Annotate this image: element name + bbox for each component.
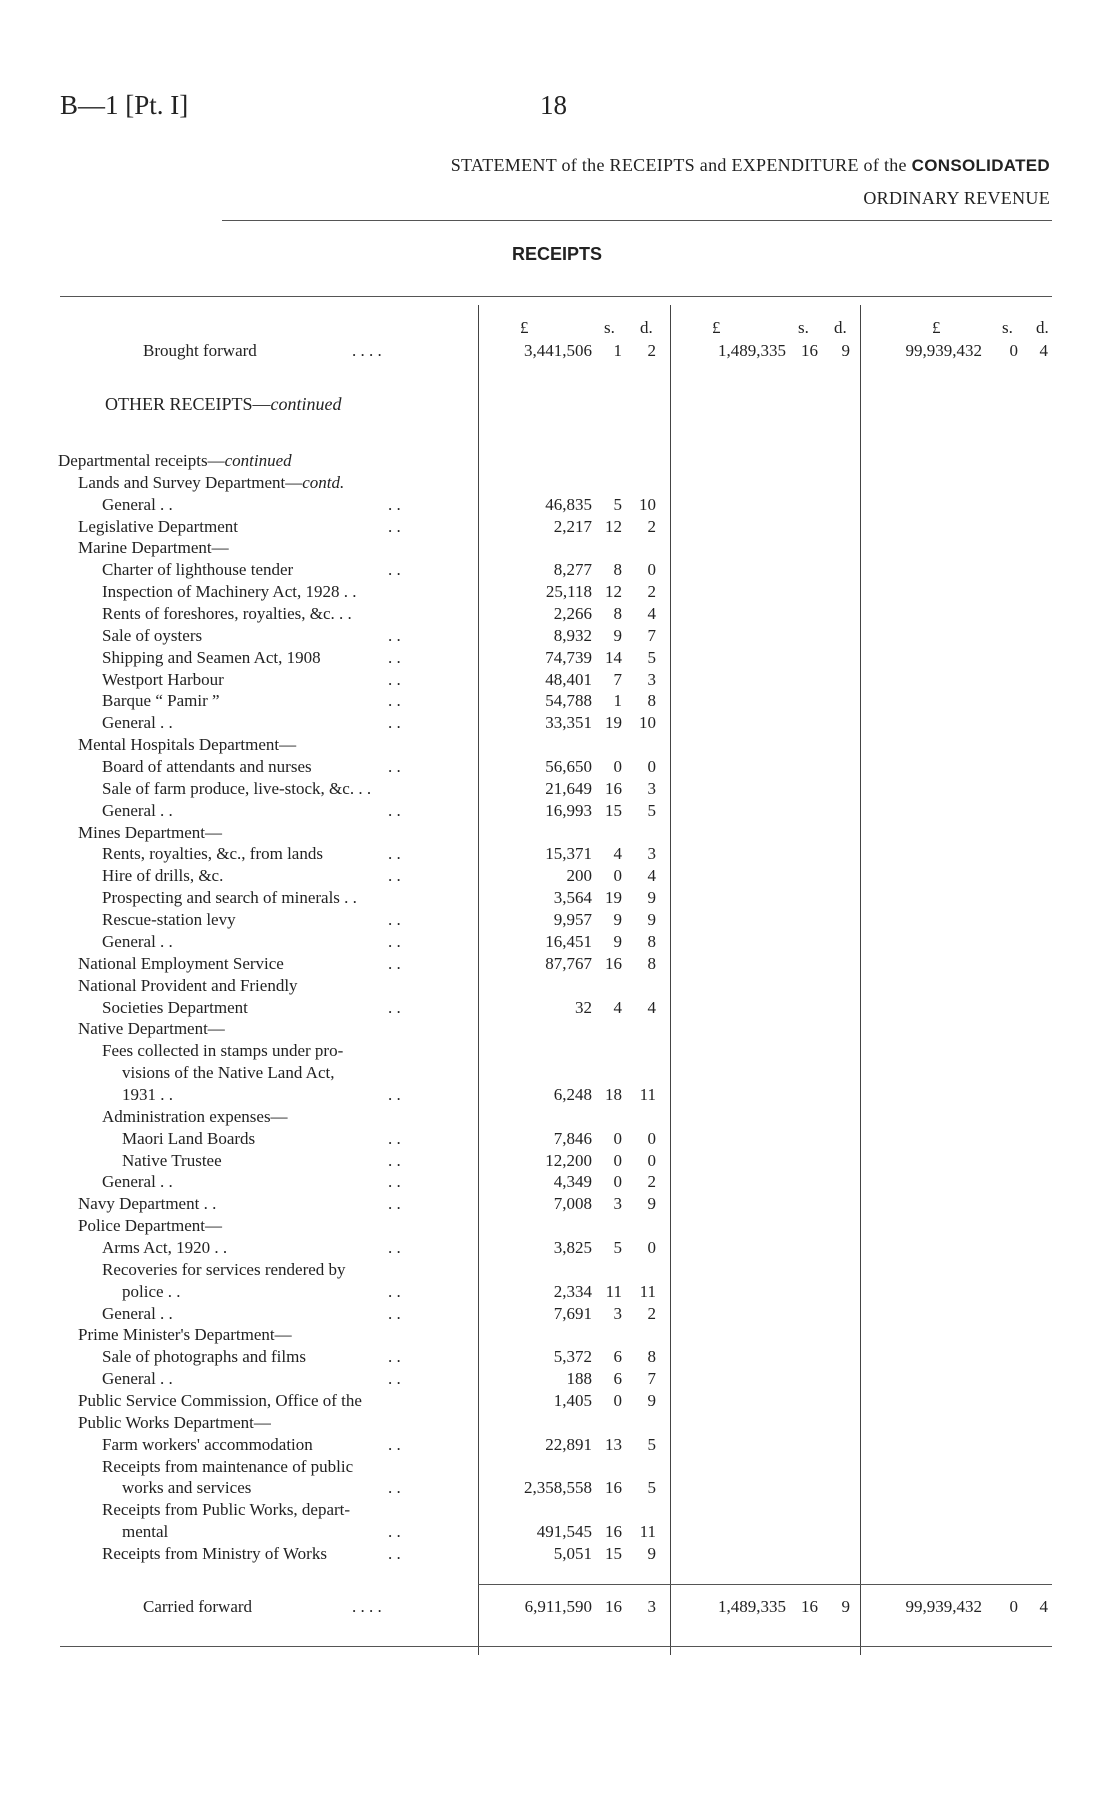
- carried-forward-shillings-1: 16: [605, 1597, 622, 1616]
- dot-leader: . .: [388, 1478, 401, 1498]
- amount-shillings: 3: [613, 1194, 622, 1214]
- dot-leader: . .: [388, 1172, 401, 1192]
- amount-shillings: 16: [605, 953, 622, 973]
- amount-pence: 0: [647, 1237, 656, 1257]
- statement-title: [230, 155, 1050, 176]
- amount-pence: 0: [647, 757, 656, 777]
- amount-pounds: 2,266: [553, 604, 592, 624]
- table-row: [0, 712, 1114, 734]
- row-label: Native Department—: [78, 1019, 225, 1039]
- table-row: [0, 1412, 1114, 1434]
- table-row: [0, 734, 1114, 756]
- amount-pence: 9: [647, 1544, 656, 1563]
- amount-pounds: 2,217: [553, 516, 592, 536]
- dot-leader: . . . .: [352, 341, 382, 360]
- table-row: [0, 1193, 1114, 1215]
- shilling-header-2: s.: [798, 318, 809, 337]
- other-receipts-main: OTHER RECEIPTS—: [105, 394, 271, 414]
- dot-leader: . .: [388, 1522, 401, 1542]
- amount-pounds: 1,405: [553, 1390, 592, 1410]
- dot-leader: . .: [388, 1434, 401, 1454]
- row-label-group: [78, 472, 344, 494]
- row-label: General . .: [102, 1303, 173, 1323]
- amount-shillings: 6: [613, 1347, 622, 1367]
- amount-pounds: 8,277: [553, 560, 592, 580]
- row-label: Board of attendants and nurses: [102, 757, 312, 777]
- table-row: [0, 1346, 1114, 1368]
- table-bottom-rule: [60, 1646, 1052, 1647]
- brought-forward-shillings-3: 0: [1009, 341, 1018, 360]
- carried-forward-shillings-3: 0: [1009, 1597, 1018, 1616]
- carried-forward-pence-2: 9: [841, 1597, 850, 1616]
- amount-pence: 8: [647, 953, 656, 973]
- amount-shillings: 1: [613, 691, 622, 711]
- amount-shillings: 9: [613, 625, 622, 645]
- table-row: [0, 931, 1114, 953]
- amount-pounds: 15,371: [545, 844, 592, 864]
- row-label: works and services: [122, 1478, 252, 1498]
- carried-forward-pounds-1: 6,911,590: [524, 1597, 592, 1616]
- row-label: Sale of farm produce, live-stock, &c. . .: [102, 778, 372, 798]
- carried-forward-rule: [478, 1584, 1052, 1585]
- table-row: [0, 1434, 1114, 1456]
- table-row: [0, 1499, 1114, 1521]
- row-label: Receipts from Ministry of Works: [102, 1544, 327, 1563]
- amount-pounds: 4,349: [553, 1172, 592, 1192]
- row-label: Farm workers' accommodation: [102, 1434, 313, 1454]
- dot-leader: . .: [388, 953, 401, 973]
- amount-pounds: 8,932: [553, 625, 592, 645]
- amount-pounds: 5,051: [553, 1544, 592, 1563]
- dot-leader: . .: [388, 669, 401, 689]
- row-label: Public Service Commission, Office of the: [78, 1390, 362, 1410]
- amount-pounds: 7,008: [553, 1194, 592, 1214]
- row-label-italic: continued: [224, 451, 292, 470]
- table-row: [0, 1368, 1114, 1390]
- amount-shillings: 0: [613, 757, 622, 777]
- amount-shillings: 16: [605, 1522, 622, 1542]
- table-row: [0, 669, 1114, 691]
- title-divider: [222, 220, 1052, 221]
- amount-pence: 0: [647, 560, 656, 580]
- other-receipts-italic: continued: [270, 394, 342, 414]
- row-label: Native Trustee: [122, 1150, 222, 1170]
- row-label-italic: contd.: [302, 472, 345, 492]
- amount-shillings: 19: [605, 713, 622, 733]
- pound-header-1: £: [520, 318, 529, 337]
- statement-subtitle: ORDINARY REVENUE: [863, 188, 1050, 208]
- table-row: [0, 1128, 1114, 1150]
- row-label: Navy Department . .: [78, 1194, 217, 1214]
- row-label: Arms Act, 1920 . .: [102, 1237, 228, 1257]
- amount-shillings: 14: [605, 647, 622, 667]
- amount-shillings: 5: [613, 1237, 622, 1257]
- amount-pounds: 200: [566, 866, 592, 886]
- amount-pence: 8: [647, 931, 656, 951]
- amount-shillings: 0: [613, 1150, 622, 1170]
- dot-leader: . .: [388, 713, 401, 733]
- amount-pounds: 2,334: [553, 1281, 592, 1301]
- table-top-rule: [60, 296, 1052, 297]
- table-row: [0, 537, 1114, 559]
- amount-shillings: 4: [613, 844, 622, 864]
- amount-pence: 3: [647, 669, 656, 689]
- dot-leader: . .: [388, 516, 401, 536]
- amount-pence: 9: [647, 1390, 656, 1410]
- table-row: [0, 1324, 1114, 1346]
- row-label: Administration expenses—: [102, 1106, 288, 1126]
- table-row: [0, 997, 1114, 1019]
- amount-pence: 11: [639, 1522, 656, 1542]
- amount-shillings: 19: [605, 888, 622, 908]
- row-label: Mental Hospitals Department—: [78, 735, 297, 755]
- table-row: [0, 1150, 1114, 1172]
- row-label: Westport Harbour: [102, 669, 224, 689]
- dot-leader: . .: [388, 1347, 401, 1367]
- table-row: [0, 1390, 1114, 1412]
- amount-pounds: 9,957: [553, 910, 592, 930]
- amount-pounds: 2,358,558: [524, 1478, 592, 1498]
- row-label: Shipping and Seamen Act, 1908: [102, 647, 321, 667]
- row-label: Rents of foreshores, royalties, &c. . .: [102, 604, 352, 624]
- table-row: [0, 1521, 1114, 1543]
- amount-pence: 5: [647, 1434, 656, 1454]
- row-label: Prime Minister's Department—: [78, 1325, 292, 1345]
- row-label: Lands and Survey Department—: [78, 472, 303, 492]
- row-label: Sale of oysters: [102, 625, 203, 645]
- table-row: [0, 1084, 1114, 1106]
- dot-leader: . .: [388, 910, 401, 930]
- amount-pence: 0: [647, 1150, 656, 1170]
- dot-leader: . .: [388, 931, 401, 951]
- brought-forward-pounds-1: 3,441,506: [524, 341, 592, 360]
- dot-leader: . .: [388, 560, 401, 580]
- amount-pounds: 491,545: [536, 1522, 592, 1542]
- amount-shillings: 16: [605, 1478, 622, 1498]
- amount-shillings: 13: [605, 1434, 622, 1454]
- amount-pounds: 7,691: [553, 1303, 592, 1323]
- amount-pence: 3: [647, 778, 656, 798]
- dot-leader: . .: [388, 866, 401, 886]
- amount-shillings: 5: [613, 494, 622, 514]
- title-prefix: STATEMENT of the RECEIPTS and EXPENDITURE of the: [450, 155, 907, 175]
- pence-header-2: d.: [834, 318, 847, 337]
- table-row: [0, 953, 1114, 975]
- amount-pounds: 3,564: [553, 888, 592, 908]
- row-label: Inspection of Machinery Act, 1928 . .: [102, 582, 357, 602]
- amount-shillings: 9: [613, 910, 622, 930]
- table-row: [0, 559, 1114, 581]
- page-number: 18: [540, 90, 567, 120]
- pound-header-2: £: [712, 318, 721, 337]
- amount-pence: 2: [647, 582, 656, 602]
- dot-leader: . .: [388, 844, 401, 864]
- amount-shillings: 3: [613, 1303, 622, 1323]
- row-label: Marine Department—: [78, 538, 229, 558]
- table-row: [0, 800, 1114, 822]
- table-row: [0, 1171, 1114, 1193]
- amount-shillings: 12: [605, 582, 622, 602]
- amount-shillings: 15: [605, 800, 622, 820]
- table-row: [0, 1281, 1114, 1303]
- row-label: Maori Land Boards: [122, 1128, 256, 1148]
- row-label: Sale of photographs and films: [102, 1347, 306, 1367]
- amount-pence: 10: [639, 494, 656, 514]
- amount-shillings: 9: [613, 931, 622, 951]
- carried-forward-pence-1: 3: [647, 1597, 656, 1616]
- table-row: [0, 1106, 1114, 1128]
- amount-shillings: 4: [613, 997, 622, 1017]
- amount-pounds: 16,993: [545, 800, 592, 820]
- dot-leader: . .: [388, 1281, 401, 1301]
- table-row: [0, 1543, 1114, 1565]
- row-label: General . .: [102, 931, 173, 951]
- row-label: General . .: [102, 1172, 173, 1192]
- dot-leader: . .: [388, 997, 401, 1017]
- pence-header-3: d.: [1036, 318, 1049, 337]
- table-row: [0, 843, 1114, 865]
- shilling-header-3: s.: [1002, 318, 1013, 337]
- amount-pounds: 56,650: [545, 757, 592, 777]
- table-row: [0, 647, 1114, 669]
- dot-leader: . .: [388, 1194, 401, 1214]
- brought-forward-label: Brought forward: [143, 341, 257, 360]
- row-label: Barque “ Pamir ”: [102, 691, 220, 711]
- dot-leader: . .: [388, 647, 401, 667]
- row-label: General . .: [102, 713, 173, 733]
- table-row: [0, 1477, 1114, 1499]
- table-row: [0, 472, 1114, 494]
- amount-shillings: 0: [613, 1172, 622, 1192]
- amount-pounds: 3,825: [553, 1237, 592, 1257]
- table-row: [0, 1040, 1114, 1062]
- brought-forward-shillings-2: 16: [801, 341, 818, 360]
- dot-leader: . .: [388, 800, 401, 820]
- table-row: [0, 1062, 1114, 1084]
- amount-pence: 8: [647, 1347, 656, 1367]
- amount-pence: 9: [647, 1194, 656, 1214]
- table-row: [0, 1456, 1114, 1478]
- row-label: Societies Department: [102, 997, 248, 1017]
- table-row: [0, 603, 1114, 625]
- amount-pounds: 21,649: [545, 778, 592, 798]
- row-label: Prospecting and search of minerals . .: [102, 888, 357, 908]
- table-row: [0, 494, 1114, 516]
- table-row: [0, 690, 1114, 712]
- table-row: [0, 887, 1114, 909]
- title-bold: CONSOLIDATED: [911, 156, 1050, 175]
- row-label: 1931 . .: [122, 1084, 173, 1104]
- table-row: [0, 822, 1114, 844]
- table-row: [0, 625, 1114, 647]
- amount-pence: 9: [647, 888, 656, 908]
- row-label: police . .: [122, 1281, 181, 1301]
- carried-forward-pounds-3: 99,939,432: [905, 1597, 982, 1616]
- dot-leader: . . . .: [352, 1597, 382, 1616]
- amount-pounds: 12,200: [545, 1150, 592, 1170]
- amount-pence: 2: [647, 1303, 656, 1323]
- amount-pence: 4: [647, 866, 656, 886]
- amount-shillings: 16: [605, 778, 622, 798]
- row-label: Fees collected in stamps under pro-: [102, 1041, 344, 1061]
- amount-pence: 9: [647, 910, 656, 930]
- table-row: [0, 516, 1114, 538]
- amount-pounds: 25,118: [545, 582, 592, 602]
- amount-shillings: 7: [613, 669, 622, 689]
- dot-leader: . .: [388, 625, 401, 645]
- carried-forward-row: [0, 1596, 1114, 1618]
- row-label: National Employment Service: [78, 953, 284, 973]
- dot-leader: . .: [388, 1128, 401, 1148]
- amount-pounds: 46,835: [545, 494, 592, 514]
- carried-forward-pence-3: 4: [1039, 1597, 1048, 1616]
- dot-leader: . .: [388, 1303, 401, 1323]
- shilling-header-1: s.: [604, 318, 615, 337]
- amount-pounds: 87,767: [545, 953, 592, 973]
- amount-shillings: 12: [605, 516, 622, 536]
- amount-pence: 7: [647, 625, 656, 645]
- table-row: [0, 450, 1114, 472]
- amount-pence: 2: [647, 516, 656, 536]
- amount-shillings: 8: [613, 604, 622, 624]
- amount-pence: 11: [639, 1281, 656, 1301]
- pence-header-1: d.: [640, 318, 653, 337]
- table-row: [0, 975, 1114, 997]
- amount-pounds: 48,401: [545, 669, 592, 689]
- amount-shillings: 0: [613, 1390, 622, 1410]
- row-label: Hire of drills, &c.: [102, 866, 224, 886]
- brought-forward-pence-2: 9: [841, 341, 850, 360]
- section-heading: RECEIPTS: [511, 244, 603, 264]
- pound-header-3: £: [932, 318, 941, 337]
- amount-pence: 10: [639, 713, 656, 733]
- amount-pounds: 74,739: [545, 647, 592, 667]
- row-label: Legislative Department: [78, 516, 239, 536]
- other-receipts-heading: [105, 394, 342, 415]
- amount-pence: 11: [639, 1084, 656, 1104]
- brought-forward-pence-3: 4: [1039, 341, 1048, 360]
- dot-leader: . .: [388, 1544, 401, 1563]
- amount-pounds: 188: [566, 1369, 592, 1389]
- table-row: [0, 778, 1114, 800]
- row-label: Mines Department—: [78, 822, 222, 842]
- row-label: General . .: [102, 1369, 173, 1389]
- amount-shillings: 8: [613, 560, 622, 580]
- brought-forward-pence-1: 2: [647, 341, 656, 360]
- amount-pence: 8: [647, 691, 656, 711]
- dot-leader: . .: [388, 1084, 401, 1104]
- amount-pounds: 6,248: [553, 1084, 592, 1104]
- row-label: General . .: [102, 800, 173, 820]
- amount-pence: 5: [647, 1478, 656, 1498]
- amount-pence: 7: [647, 1369, 656, 1389]
- amount-pence: 4: [647, 604, 656, 624]
- dot-leader: . .: [388, 691, 401, 711]
- brought-forward-pounds-3: 99,939,432: [905, 341, 982, 360]
- row-label: General . .: [102, 494, 173, 514]
- amount-pence: 0: [647, 1128, 656, 1148]
- row-label: Receipts from Public Works, depart-: [102, 1500, 351, 1520]
- amount-shillings: 18: [605, 1084, 622, 1104]
- row-label: Recoveries for services rendered by: [102, 1259, 346, 1279]
- row-label: visions of the Native Land Act,: [122, 1063, 335, 1083]
- amount-pounds: 33,351: [545, 713, 592, 733]
- amount-pence: 5: [647, 800, 656, 820]
- carried-forward-shillings-2: 16: [801, 1597, 818, 1616]
- table-row: [0, 865, 1114, 887]
- row-label: Rescue-station levy: [102, 910, 236, 930]
- dot-leader: . .: [388, 494, 401, 514]
- row-label: Police Department—: [78, 1216, 222, 1236]
- amount-pounds: 5,372: [553, 1347, 592, 1367]
- amount-shillings: 6: [613, 1369, 622, 1389]
- table-row: [0, 756, 1114, 778]
- brought-forward-shillings-1: 1: [613, 341, 622, 360]
- row-label: Departmental receipts—: [58, 451, 225, 470]
- amount-pounds: 54,788: [545, 691, 592, 711]
- amount-pence: 5: [647, 647, 656, 667]
- row-label: National Provident and Friendly: [78, 975, 298, 995]
- amount-pence: 4: [647, 997, 656, 1017]
- table-row: [0, 1018, 1114, 1040]
- row-label: Public Works Department—: [78, 1412, 271, 1432]
- amount-shillings: 11: [605, 1281, 622, 1301]
- amount-shillings: 15: [605, 1544, 622, 1563]
- table-row: [0, 1303, 1114, 1325]
- amount-pounds: 7,846: [553, 1128, 592, 1148]
- table-row: [0, 1215, 1114, 1237]
- carried-forward-label: Carried forward: [143, 1597, 253, 1616]
- dot-leader: . .: [388, 1150, 401, 1170]
- document-reference: B—1 [Pt. I]: [60, 90, 189, 120]
- brought-forward-row: [0, 340, 1114, 362]
- carried-forward-pounds-2: 1,489,335: [718, 1597, 786, 1616]
- table-row: [0, 1237, 1114, 1259]
- amount-pence: 2: [647, 1172, 656, 1192]
- dot-leader: . .: [388, 757, 401, 777]
- dot-leader: . .: [388, 1237, 401, 1257]
- amount-pounds: 32: [575, 997, 592, 1017]
- amount-pounds: 16,451: [545, 931, 592, 951]
- table-row: [0, 581, 1114, 603]
- row-label: Receipts from maintenance of public: [102, 1456, 354, 1476]
- row-label-group: [58, 450, 292, 472]
- amount-pounds: 22,891: [545, 1434, 592, 1454]
- amount-shillings: 0: [613, 866, 622, 886]
- table-row: [0, 1259, 1114, 1281]
- brought-forward-pounds-2: 1,489,335: [718, 341, 786, 360]
- row-label: Rents, royalties, &c., from lands: [102, 844, 323, 864]
- amount-shillings: 0: [613, 1128, 622, 1148]
- row-label: Charter of lighthouse tender: [102, 560, 294, 580]
- amount-pence: 3: [647, 844, 656, 864]
- table-row: [0, 909, 1114, 931]
- row-label: mental: [122, 1522, 169, 1542]
- dot-leader: . .: [388, 1369, 401, 1389]
